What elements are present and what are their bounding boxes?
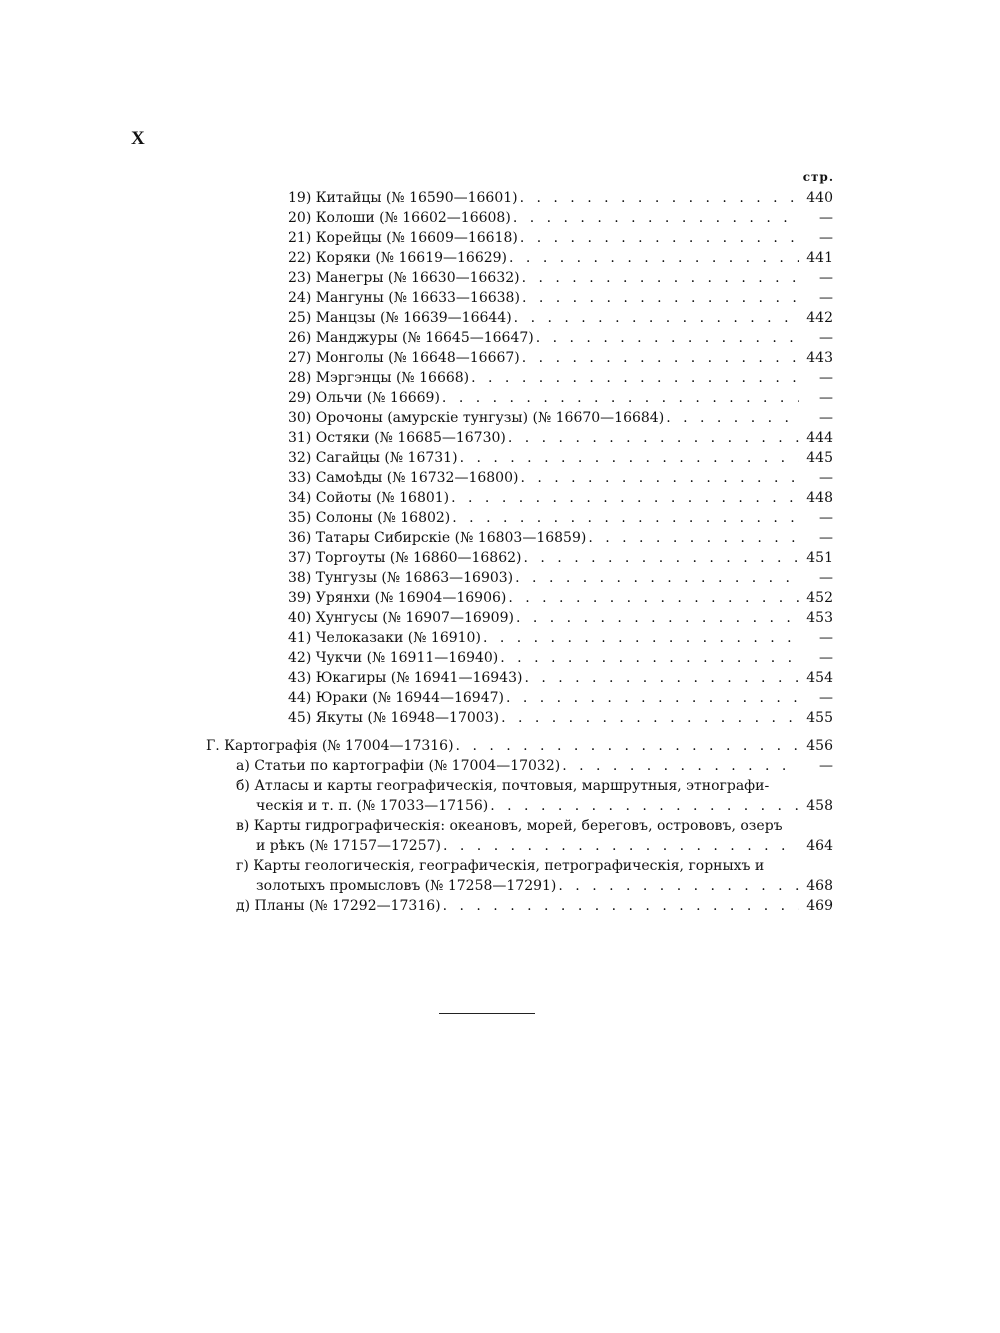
toc-subentry xyxy=(256,796,833,816)
toc-entry-label: 24) Мангуны (№ 16633—16638) xyxy=(288,290,520,306)
toc-subentry-line: г) Карты геологическія, географическія, петрографическія, горныхъ и xyxy=(236,858,765,874)
toc-entry-label: 40) Хунгусы (№ 16907—16909) xyxy=(288,610,514,626)
toc-entry-label: 33) Самоѣды (№ 16732—16800) xyxy=(288,470,519,486)
toc-entry xyxy=(288,688,833,708)
toc-entry xyxy=(288,368,833,388)
toc-entry-label: 22) Коряки (№ 16619—16629) xyxy=(288,250,508,266)
toc-entry xyxy=(288,648,833,668)
leader-dots xyxy=(664,408,799,428)
leader-dots xyxy=(506,428,799,448)
toc-section xyxy=(206,736,833,756)
toc-entry-page: — xyxy=(819,390,833,406)
toc-entry-label: 30) Орочоны (амурскіе тунгузы) (№ 16670—16684) xyxy=(288,410,665,426)
toc-subentry-label: д) Планы (№ 17292—17316) xyxy=(236,898,441,914)
leader-dots xyxy=(520,348,799,368)
toc-entry xyxy=(288,388,833,408)
toc-entry xyxy=(288,468,833,488)
toc-entry xyxy=(288,308,833,328)
toc-entry-page: 454 xyxy=(806,670,833,686)
leader-dots xyxy=(560,756,799,776)
toc-entry xyxy=(288,348,833,368)
toc-entry-label: 20) Колоши (№ 16602—16608) xyxy=(288,210,511,226)
closing-rule xyxy=(439,1013,535,1014)
toc-entry-page: — xyxy=(819,270,833,286)
toc-entry-page: — xyxy=(819,570,833,586)
toc-entry-label: 42) Чукчи (№ 16911—16940) xyxy=(288,650,499,666)
toc-entry xyxy=(288,228,833,248)
toc-entry-label: 25) Манцзы (№ 16639—16644) xyxy=(288,310,512,326)
toc-entry-label: 23) Манегры (№ 16630—16632) xyxy=(288,270,520,286)
toc-entry xyxy=(288,268,833,288)
leader-dots xyxy=(534,328,799,348)
toc-subentry xyxy=(256,876,833,896)
toc-subentry-page: — xyxy=(819,758,833,774)
toc-entry-page: — xyxy=(819,650,833,666)
toc-subentry-page: 469 xyxy=(806,898,833,914)
toc-entry-label: 34) Сойоты (№ 16801) xyxy=(288,490,450,506)
toc-entry xyxy=(288,248,833,268)
toc-entry xyxy=(288,328,833,348)
leader-dots xyxy=(449,488,799,508)
toc-section-page: 456 xyxy=(806,738,833,754)
toc-subentry-page: 464 xyxy=(806,838,833,854)
toc-entry-label: 44) Юраки (№ 16944—16947) xyxy=(288,690,504,706)
toc-entry-label: 26) Манджуры (№ 16645—16647) xyxy=(288,330,534,346)
toc-entry xyxy=(288,548,833,568)
leader-dots xyxy=(522,548,800,568)
toc-entry-label: 29) Ольчи (№ 16669) xyxy=(288,390,440,406)
toc-entry-label: 19) Китайцы (№ 16590—16601) xyxy=(288,190,518,206)
leader-dots xyxy=(514,608,799,628)
toc-entry-page: 451 xyxy=(806,550,833,566)
toc-entry xyxy=(288,528,833,548)
toc-entry xyxy=(288,508,833,528)
leader-dots xyxy=(499,708,799,728)
toc-entry-label: 32) Сагайцы (№ 16731) xyxy=(288,450,458,466)
toc-entry-page: — xyxy=(819,690,833,706)
toc-entry-label: 38) Тунгузы (№ 16863—16903) xyxy=(288,570,514,586)
toc-subentry-line: в) Карты гидрографическія: океановъ, морей, береговъ, острововъ, озеръ xyxy=(236,818,783,834)
toc-subentry xyxy=(236,756,833,776)
toc-entry xyxy=(288,408,833,428)
toc-entry-label: 41) Челоказаки (№ 16910) xyxy=(288,630,481,646)
toc-entry-page: — xyxy=(819,370,833,386)
toc-entry-page: 444 xyxy=(806,430,833,446)
page-number: X xyxy=(131,128,145,149)
leader-dots xyxy=(586,528,799,548)
leader-dots xyxy=(520,268,799,288)
leader-dots xyxy=(518,188,799,208)
leader-dots xyxy=(504,688,799,708)
toc-entry-label: 37) Торгоуты (№ 16860—16862) xyxy=(288,550,522,566)
leader-dots xyxy=(518,468,799,488)
leader-dots xyxy=(556,876,799,896)
leader-dots xyxy=(498,648,799,668)
leader-dots xyxy=(507,248,799,268)
toc-entry-page: — xyxy=(819,330,833,346)
leader-dots xyxy=(512,308,799,328)
leader-dots xyxy=(458,448,799,468)
leader-dots xyxy=(506,588,799,608)
toc-subentry-label: золотыхъ промысловъ (№ 17258—17291) xyxy=(256,878,557,894)
toc-entry xyxy=(288,208,833,228)
toc-entry xyxy=(288,708,833,728)
toc-entry xyxy=(288,488,833,508)
toc-entry-page: 442 xyxy=(806,310,833,326)
toc-entry-page: — xyxy=(819,230,833,246)
toc-entry-page: — xyxy=(819,210,833,226)
toc-entry-page: — xyxy=(819,630,833,646)
leader-dots xyxy=(441,896,799,916)
leader-dots xyxy=(513,568,799,588)
toc-entry-page: 453 xyxy=(806,610,833,626)
toc-subentry-label: а) Статьи по картографіи (№ 17004—17032) xyxy=(236,758,561,774)
leader-dots xyxy=(520,288,799,308)
toc-entry-page: 440 xyxy=(806,190,833,206)
toc-entry xyxy=(288,608,833,628)
toc-entry xyxy=(288,628,833,648)
toc-entry-page: — xyxy=(819,530,833,546)
toc-entry-page: — xyxy=(819,510,833,526)
toc-entry-page: 445 xyxy=(806,450,833,466)
toc-entry-label: 27) Монголы (№ 16648—16667) xyxy=(288,350,520,366)
toc-entry xyxy=(288,288,833,308)
toc-entry-label: 28) Мэргэнцы (№ 16668) xyxy=(288,370,470,386)
leader-dots xyxy=(522,668,799,688)
toc-entry xyxy=(288,668,833,688)
toc-subentry-label: и рѣкъ (№ 17157—17257) xyxy=(256,838,441,854)
leader-dots xyxy=(441,836,799,856)
toc-entry-page: 443 xyxy=(806,350,833,366)
toc-entry-page: — xyxy=(819,410,833,426)
toc-entry-label: 43) Юкагиры (№ 16941—16943) xyxy=(288,670,523,686)
leader-dots xyxy=(511,208,799,228)
toc-section-label: Г. Картографія (№ 17004—17316) xyxy=(206,738,454,754)
toc-entry xyxy=(288,448,833,468)
toc-entry xyxy=(288,188,833,208)
leader-dots xyxy=(440,388,799,408)
toc-entry xyxy=(288,428,833,448)
toc-subentry-line: б) Атласы и карты географическія, почтовыя, маршрутныя, этнографи- xyxy=(236,778,770,794)
leader-dots xyxy=(481,628,799,648)
toc-entry-page: — xyxy=(819,290,833,306)
leader-dots xyxy=(450,508,799,528)
toc-entry xyxy=(288,568,833,588)
toc-entry xyxy=(288,588,833,608)
toc-subentry xyxy=(236,896,833,916)
toc-entry-label: 39) Урянхи (№ 16904—16906) xyxy=(288,590,507,606)
toc-subentry-label: ческія и т. п. (№ 17033—17156) xyxy=(256,798,489,814)
toc-entry-page: 441 xyxy=(806,250,833,266)
toc-entry-label: 21) Корейцы (№ 16609—16618) xyxy=(288,230,518,246)
toc-entry-page: 452 xyxy=(806,590,833,606)
leader-dots xyxy=(488,796,799,816)
toc-entry-page: 455 xyxy=(806,710,833,726)
leader-dots xyxy=(454,736,799,756)
toc-entry-label: 36) Татары Сибирскіе (№ 16803—16859) xyxy=(288,530,587,546)
toc-subentry-page: 458 xyxy=(806,798,833,814)
page-column-header: стр. xyxy=(802,170,834,184)
toc-entry-page: 448 xyxy=(806,490,833,506)
toc-entry-label: 31) Остяки (№ 16685—16730) xyxy=(288,430,506,446)
toc-entry-label: 45) Якуты (№ 16948—17003) xyxy=(288,710,500,726)
toc-entry-label: 35) Солоны (№ 16802) xyxy=(288,510,451,526)
toc-subentry-page: 468 xyxy=(806,878,833,894)
leader-dots xyxy=(469,368,799,388)
toc-subentry xyxy=(256,836,833,856)
leader-dots xyxy=(518,228,799,248)
toc-entry-page: — xyxy=(819,470,833,486)
